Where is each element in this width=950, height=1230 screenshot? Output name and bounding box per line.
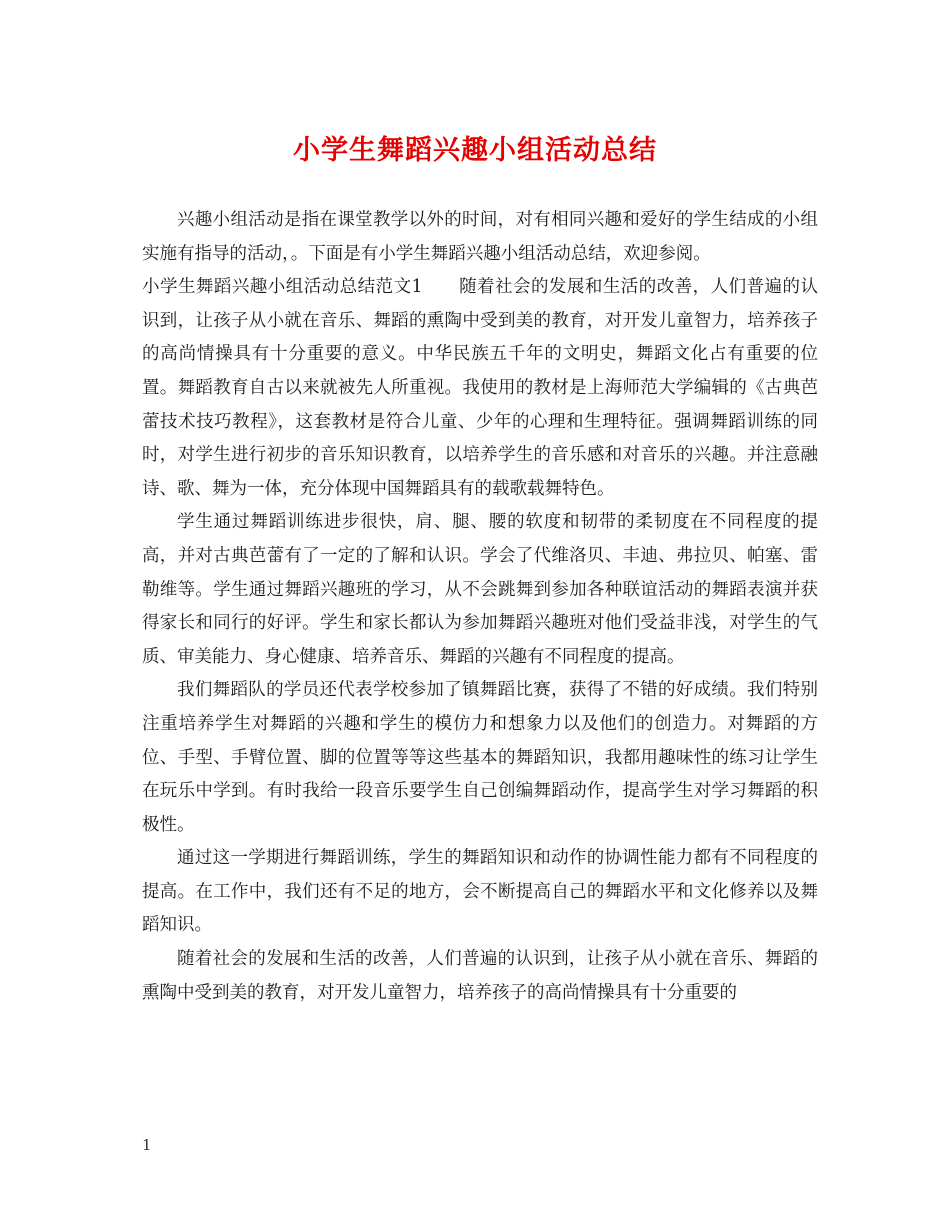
paragraph-intro: 兴趣小组活动是指在课堂教学以外的时间，对有相同兴趣和爱好的学生结成的小组实施有指导的活动，。下面是有小学生舞蹈兴趣小组活动总结，欢迎参阅。	[142, 210, 818, 264]
page-number: 1	[142, 1136, 152, 1154]
document-body	[142, 204, 818, 1010]
paragraph-summary: 通过这一学期进行舞蹈训练，学生的舞蹈知识和动作的协调性能力都有不同程度的提高。在工作中，我们还有不足的地方，会不断提高自己的舞蹈水平和文化修养以及舞蹈知识。	[142, 848, 818, 936]
paragraph-progress: 学生通过舞蹈训练进步很快，肩、腿、腰的软度和韧带的柔韧度在不同程度的提高，并对古典芭蕾有了一定的了解和认识。学会了代维洛贝、丰迪、弗拉贝、帕塞、雷勒维等。学生通过舞蹈兴趣班的学习，从不会跳舞到参加各种联谊活动的舞蹈表演并获得家长和同行的好评。学生和家长都认为参加舞蹈兴趣班对他们受益非浅，对学生的气质、审美能力、身心健康、培养音乐、舞蹈的兴趣有不同程度的提高。	[142, 512, 818, 667]
document-title: 小学生舞蹈兴趣小组活动总结	[293, 135, 657, 166]
paragraph-sample-1: 小学生舞蹈兴趣小组活动总结范文1 随着社会的发展和生活的改善，人们普遍的认识到，让孩子从小就在音乐、舞蹈的熏陶中受到美的教育，对开发儿童智力，培养孩子的高尚情操具有十分重要的意义。中华民族五千年的文明史，舞蹈文化占有重要的位置。舞蹈教育自古以来就被先人所重视。我使用的教材是上海师范大学编辑的《古典芭蕾技术技巧教程》，这套教材是符合儿童、少年的心理和生理特征。强调舞蹈训练的同时，对学生进行初步的音乐知识教育，以培养学生的音乐感和对音乐的兴趣。并注意融诗、歌、舞为一体，充分体现中国舞蹈具有的载歌载舞特色。	[142, 277, 818, 499]
paragraph-competition: 我们舞蹈队的学员还代表学校参加了镇舞蹈比赛，获得了不错的好成绩。我们特别注重培养学生对舞蹈的兴趣和学生的模仿力和想象力以及他们的创造力。对舞蹈的方位、手型、手臂位置、脚的位置等等这些基本的舞蹈知识，我都用趣味性的练习让学生在玩乐中学到。有时我给一段音乐要学生自己创编舞蹈动作，提高学生对学习舞蹈的积极性。	[142, 680, 818, 835]
paragraph-continued: 随着社会的发展和生活的改善，人们普遍的认识到，让孩子从小就在音乐、舞蹈的熏陶中受到美的教育，对开发儿童智力，培养孩子的高尚情操具有十分重要的	[142, 949, 818, 1003]
